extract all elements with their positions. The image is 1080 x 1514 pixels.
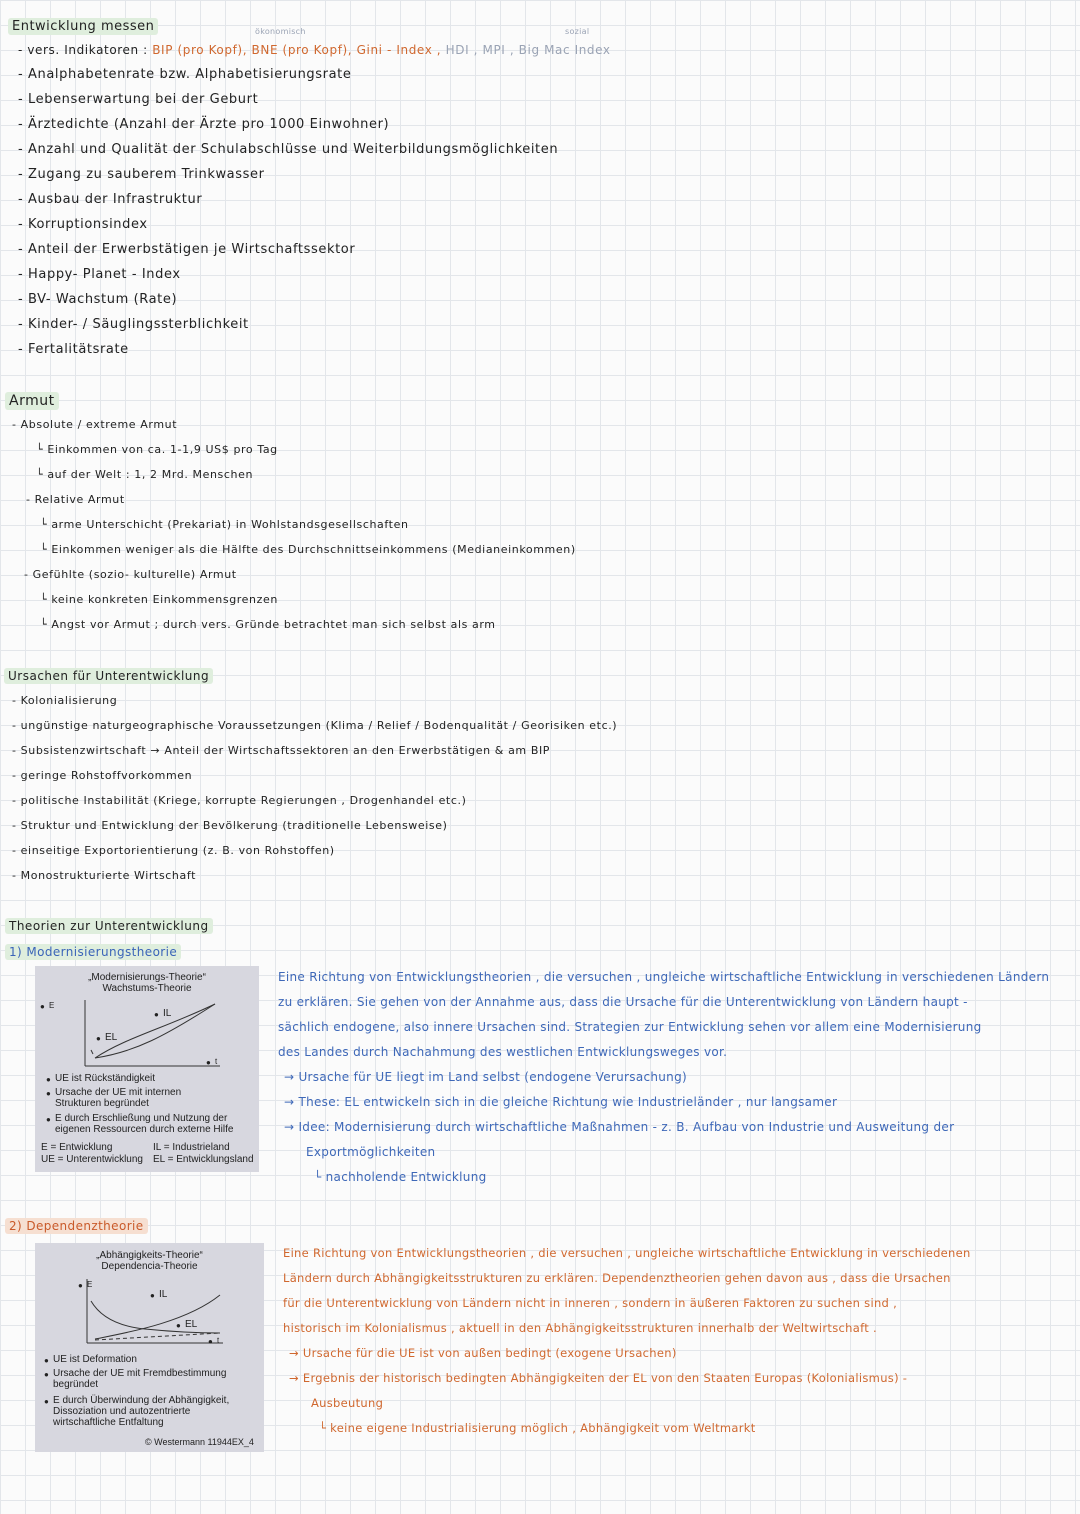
list-item: - BV- Wachstum (Rate) xyxy=(18,292,178,307)
curve-el-label: ● EL xyxy=(185,1319,197,1330)
theory1-paragraph xyxy=(278,965,1049,1190)
list-item: - geringe Rohstoffvorkommen xyxy=(12,769,193,782)
figure-modernisierung xyxy=(35,966,259,1172)
list-item: - Ärztedichte (Anzahl der Ärzte pro 1000 Einwohner) xyxy=(18,117,390,132)
theory2-arrow: → Ergebnis der historisch bedingten Abhängigkeiten der EL von den Staaten Europas (Kolonialismus) - xyxy=(289,1371,908,1385)
list-item: └ Einkommen von ca. 1-1,9 US$ pro Tag xyxy=(36,443,278,456)
theory1-arrow: Exportmöglichkeiten xyxy=(306,1145,436,1159)
figure-legend-left: E = Entwicklung UE = Unterentwicklung xyxy=(41,1142,143,1165)
indicator-prefix: - vers. Indikatoren : xyxy=(18,43,148,57)
list-item: - Ausbau der Infrastruktur xyxy=(18,192,203,207)
figure-bullet: ● UE ist Deformation xyxy=(53,1354,137,1365)
figure-bullet: ● Ursache der UE mit internen Strukturen begründet xyxy=(55,1087,205,1109)
list-item: - Anzahl und Qualität der Schulabschlüsse und Weiterbildungsmöglichkeiten xyxy=(18,142,559,157)
figure-bullet: ● E durch Erschließung und Nutzung der eigenen Ressourcen durch externe Hilfe xyxy=(55,1113,235,1135)
label-dependenztheorie: 2) Dependenztheorie xyxy=(5,1218,148,1234)
figure-dependenz xyxy=(35,1243,264,1452)
paragraph-line: des Landes durch Nachahmung des westlichen Entwicklungsweges vor. xyxy=(278,1045,728,1059)
curve-il-label: ● IL xyxy=(163,1008,171,1019)
figure-legend-right: IL = Industrieland EL = Entwicklungsland xyxy=(153,1142,254,1165)
figure-bullet: ● Ursache der UE mit Fremdbestimmung begründet xyxy=(53,1368,228,1390)
list-item: - Happy- Planet - Index xyxy=(18,267,181,282)
paragraph-line: Ländern durch Abhängigkeitsstrukturen zu erklären. Dependenztheorien gehen davon aus , dass die Ursachen xyxy=(283,1271,951,1285)
axis-tick xyxy=(91,1050,93,1054)
list-item: - Kinder- / Säuglingssterblichkeit xyxy=(18,317,249,332)
theory2-paragraph xyxy=(283,1241,971,1441)
theory1-arrow: → These: EL entwickeln sich in die gleiche Richtung wie Industrieländer , nur langsamer xyxy=(284,1095,838,1109)
figure-credit: © Westermann 11944EX_4 xyxy=(145,1437,254,1447)
list-item: └ arme Unterschicht (Prekariat) in Wohlstandsgesellschaften xyxy=(40,518,409,531)
theory1-arrow: → Ursache für UE liegt im Land selbst (endogene Verursachung) xyxy=(284,1070,687,1084)
list-item: └ auf der Welt : 1, 2 Mrd. Menschen xyxy=(36,468,254,481)
heading-theorien: Theorien zur Unterentwicklung xyxy=(5,918,213,934)
paragraph-line: sächlich endogene, also innere Ursachen sind. Strategien zur Entwicklung sehen vor allem eine Modernisierung xyxy=(278,1020,982,1034)
curve-el xyxy=(91,1301,220,1333)
figure-bullet: ● E durch Überwindung der Abhängigkeit, Dissoziation und autozentrierte wirtschaftliche Entfaltung xyxy=(53,1395,253,1428)
indicator-social: HDI , MPI , Big Mac Index xyxy=(445,43,611,57)
heading-ursachen: Ursachen für Unterentwicklung xyxy=(4,668,213,684)
indicator-economic: BIP (pro Kopf), BNE (pro Kopf), Gini - Index , xyxy=(152,43,442,57)
list-item: - Analphabetenrate bzw. Alphabetisierungsrate xyxy=(18,67,352,82)
paragraph-line: Eine Richtung von Entwicklungstheorien , die versuchen , ungleiche wirtschaftliche Entwicklung in verschiedenen xyxy=(283,1246,971,1260)
heading-entwicklung-messen: Entwicklung messen xyxy=(8,18,158,35)
paragraph-line: zu erklären. Sie gehen von der Annahme aus, dass die Ursache für die Unterentwicklung von Ländern haupt - xyxy=(278,995,968,1009)
curve-el-label: ● EL xyxy=(105,1032,117,1043)
list-item: └ Einkommen weniger als die Hälfte des Durchschnittseinkommens (Medianeinkommen) xyxy=(40,543,576,556)
figure-title: „Modernisierungs-Theorie“ Wachstums-Theorie xyxy=(88,972,206,994)
list-item: - Subsistenzwirtschaft → Anteil der Wirtschaftssektoren an den Erwerbstätigen & am BIP xyxy=(12,744,551,757)
list-item: - Anteil der Erwerbstätigen je Wirtschaftssektor xyxy=(18,242,356,257)
theory2-arrow: └ keine eigene Industrialisierung möglich , Abhängigkeit vom Weltmarkt xyxy=(319,1421,756,1435)
list-item: - politische Instabilität (Kriege, korrupte Regierungen , Drogenhandel etc.) xyxy=(12,794,467,807)
list-item: - Kolonialisierung xyxy=(12,694,118,707)
list-item: - Struktur und Entwicklung der Bevölkerung (traditionelle Lebensweise) xyxy=(12,819,448,832)
list-item: - Fertalitätsrate xyxy=(18,342,129,357)
paragraph-line: Eine Richtung von Entwicklungstheorien , die versuchen , ungleiche wirtschaftliche Entwicklung in verschiedenen Ländern xyxy=(278,970,1050,984)
list-item: └ keine konkreten Einkommensgrenzen xyxy=(40,593,278,606)
figure-title: „Abhängigkeits-Theorie“ Dependencia-Theorie xyxy=(96,1250,203,1272)
paragraph-line: für die Unterentwicklung von Ländern nicht in inneren , sondern in äußeren Faktoren zu suchen sind , xyxy=(283,1296,898,1310)
curve-il-label: ● IL xyxy=(159,1289,167,1300)
axis-e-label: ● E xyxy=(49,1000,54,1011)
list-item: - Monostrukturierte Wirtschaft xyxy=(12,869,197,882)
list-item: - Gefühlte (sozio- kulturelle) Armut xyxy=(24,568,237,581)
label-modernisierungstheorie: 1) Modernisierungstheorie xyxy=(5,944,181,960)
list-item: - einseitige Exportorientierung (z. B. von Rohstoffen) xyxy=(12,844,335,857)
note-oekonomisch: ökonomisch xyxy=(255,27,306,36)
list-item: - Absolute / extreme Armut xyxy=(12,418,178,431)
axis-e-label: ● E xyxy=(87,1279,92,1290)
list-item: └ Angst vor Armut ; durch vers. Gründe betrachtet man sich selbst als arm xyxy=(40,618,496,631)
list-item: - Lebenserwartung bei der Geburt xyxy=(18,92,259,107)
list-item: - Zugang zu sauberem Trinkwasser xyxy=(18,167,265,182)
axis-t-label: ● t xyxy=(215,1056,217,1067)
figure-bullet: ● UE ist Rückständigkeit xyxy=(55,1073,155,1084)
theory2-arrow: → Ursache für die UE ist von außen bedingt (exogene Ursachen) xyxy=(289,1346,677,1360)
note-sozial: sozial xyxy=(565,27,590,36)
axis-t-label: ● t xyxy=(217,1335,219,1346)
heading-armut: Armut xyxy=(5,392,59,410)
list-item: - ungünstige naturgeographische Voraussetzungen (Klima / Relief / Bodenqualität / Georisiken etc.) xyxy=(12,719,618,732)
paragraph-line: historisch im Kolonialismus , aktuell in den Abhängigkeitsstrukturen innerhalb der Weltwirtschaft . xyxy=(283,1321,877,1335)
list-item: - Relative Armut xyxy=(26,493,125,506)
theory1-arrow: └ nachholende Entwicklung xyxy=(314,1170,487,1184)
theory1-arrow: → Idee: Modernisierung durch wirtschaftliche Maßnahmen - z. B. Aufbau von Industrie und Ausweitung der xyxy=(284,1120,955,1134)
indicator-line xyxy=(18,43,611,57)
curve-el-dashed xyxy=(95,1333,220,1340)
list-item: - Korruptionsindex xyxy=(18,217,148,232)
theory2-arrow: Ausbeutung xyxy=(311,1396,384,1410)
